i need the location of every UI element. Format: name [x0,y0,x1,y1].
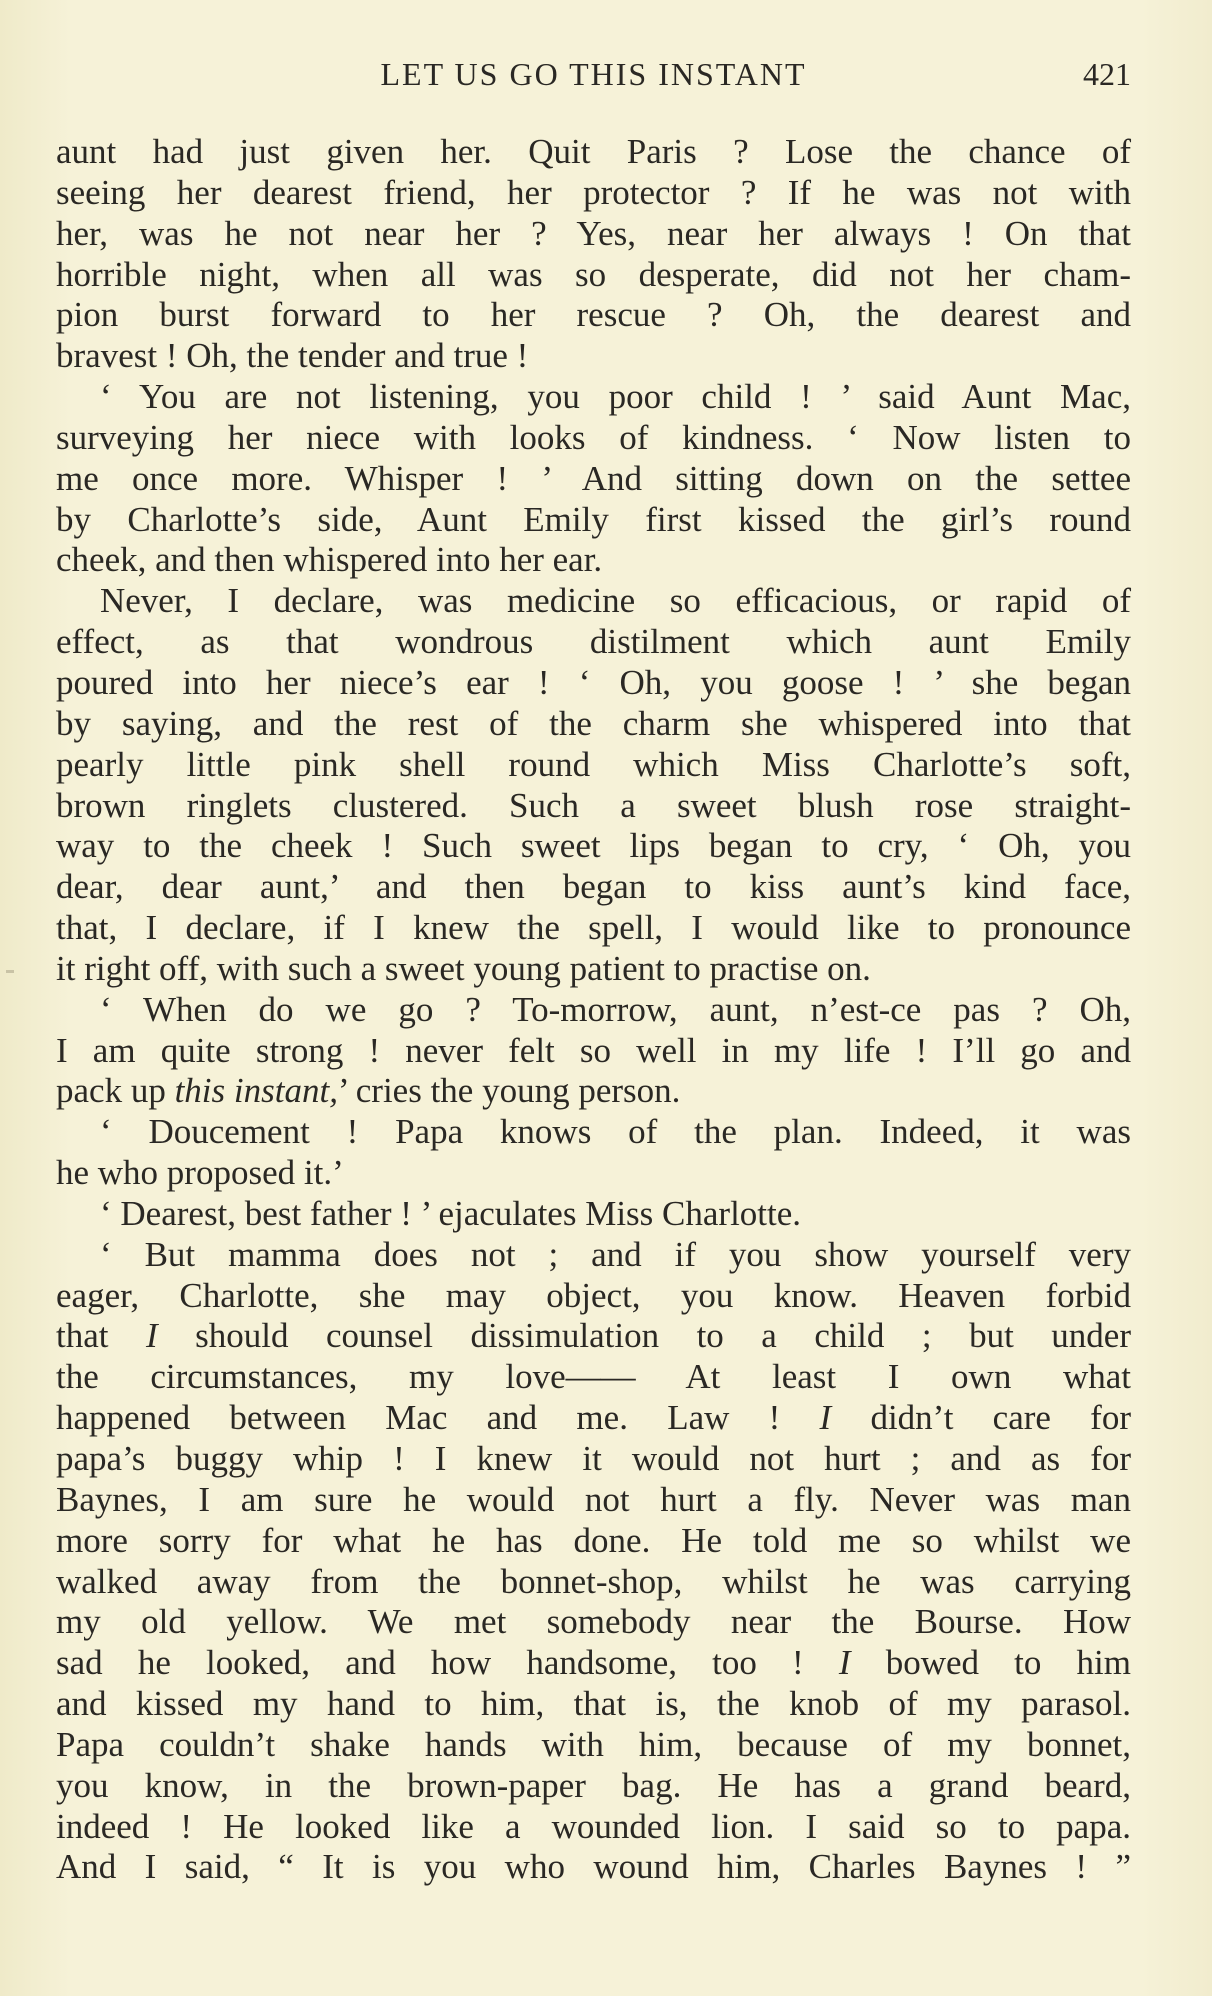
text-line: my old yellow. We met somebody near the Bourse. How [56,1602,1131,1642]
text-line: ‘ You are not listening, you poor child ! ’ said Aunt Mac, [100,377,1131,417]
italic-emphasis: I [819,1398,832,1438]
text-line: ‘ Doucement ! Papa knows of the plan. Indeed, it was [100,1112,1131,1152]
text-line: bravest ! Oh, the tender and true ! [56,336,529,376]
text-line: Baynes, I am sure he would not hurt a fly. Never was man [56,1479,1131,1519]
text-segment: pack up [56,1071,175,1111]
text-line: Papa couldn’t shake hands with him, because of my bonnet, [56,1724,1131,1764]
text-line [56,1071,1131,1112]
text-line: ‘ Dearest, best father ! ’ ejaculates Miss Charlotte. [100,1193,802,1233]
body-text [56,132,1131,1888]
text-line: that, I declare, if I knew the spell, I would like to pronounce [56,908,1131,948]
italic-emphasis: I [838,1643,851,1683]
italic-emphasis: I [146,1316,158,1356]
text-line: ‘ When do we go ? To-morrow, aunt, n’est-ce pas ? Oh, [100,989,1131,1029]
text-segment: didn’t care for [831,1398,1131,1438]
text-line: me once more. Whisper ! ’ And sitting down on the settee [56,458,1131,498]
text-line: ‘ But mamma does not ; and if you show yourself very [100,1234,1131,1274]
text-segment: happened between Mac and me. Law ! [56,1398,820,1438]
text-line: brown ringlets clustered. Such a sweet blush rose straight- [56,785,1131,825]
text-line: indeed ! He looked like a wounded lion. I said so to papa. [56,1806,1131,1846]
text-line: And I said, “ It is you who wound him, Charles Baynes ! ” [56,1847,1131,1887]
text-line: horrible night, when all was so desperate, did not her cham- [56,254,1131,294]
text-line: aunt had just given her. Quit Paris ? Lose the chance of [56,132,1131,171]
text-line: he who proposed it.’ [56,1153,344,1193]
text-line: walked away from the bonnet-shop, whilst he was carrying [56,1561,1131,1601]
text-line: it right off, with such a sweet young patient to practise on. [56,948,871,988]
text-line: more sorry for what he has done. He told me so whilst we [56,1520,1131,1560]
italic-emphasis: this instant, [174,1071,338,1111]
text-segment: should counsel dissimulation to a child ; but under [157,1316,1131,1356]
margin-mark [6,970,14,973]
text-line: papa’s buggy whip ! I knew it would not hurt ; and as for [56,1439,1131,1478]
text-line: pion burst forward to her rescue ? Oh, the dearest and [56,295,1131,335]
running-head [56,52,1131,96]
text-line: pearly little pink shell round which Miss Charlotte’s soft, [56,744,1131,784]
text-line: her, was he not near her ? Yes, near her always ! On that [56,213,1131,253]
text-line [56,1316,1131,1357]
text-line: seeing her dearest friend, her protector ? If he was not with [56,172,1131,212]
text-line: Never, I declare, was medicine so efficacious, or rapid of [100,581,1131,621]
text-line [56,1398,1131,1439]
text-line: cheek, and then whispered into her ear. [56,540,603,580]
text-line [56,1643,1131,1684]
text-line: the circumstances, my love—— At least I own what [56,1357,1131,1397]
text-segment: bowed to him [850,1643,1132,1683]
text-line: eager, Charlotte, she may object, you know. Heaven forbid [56,1275,1131,1315]
text-line: I am quite strong ! never felt so well in my life ! I’ll go and [56,1030,1131,1070]
text-line: poured into her niece’s ear ! ‘ Oh, you goose ! ’ she began [56,662,1131,702]
text-line: you know, in the brown-paper bag. He has a grand beard, [56,1765,1131,1805]
text-line: way to the cheek ! Such sweet lips began to cry, ‘ Oh, you [56,826,1131,866]
page-number: 421 [1083,56,1131,92]
text-segment: that [56,1316,146,1356]
running-title: LET US GO THIS INSTANT [380,56,807,92]
text-line: surveying her niece with looks of kindness. ‘ Now listen to [56,417,1131,457]
text-line: effect, as that wondrous distilment which aunt Emily [56,622,1131,662]
text-line: and kissed my hand to him, that is, the knob of my parasol. [56,1684,1131,1724]
text-segment: ’ cries the young person. [337,1071,681,1111]
text-segment: sad he looked, and how handsome, too ! [56,1643,839,1683]
text-line: by Charlotte’s side, Aunt Emily first kissed the girl’s round [56,499,1131,539]
text-line: dear, dear aunt,’ and then began to kiss aunt’s kind face, [56,867,1131,907]
text-line: by saying, and the rest of the charm she whispered into that [56,703,1131,743]
